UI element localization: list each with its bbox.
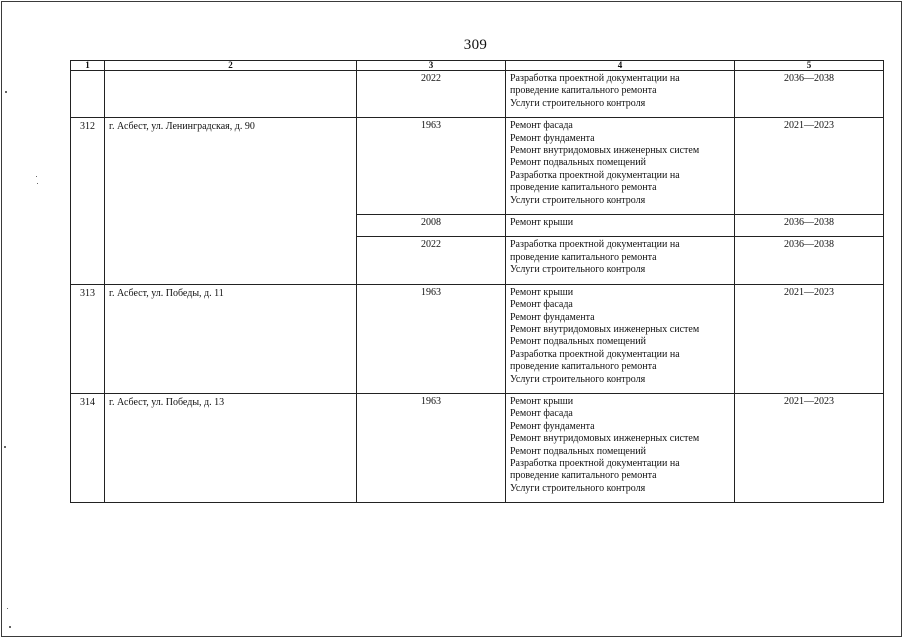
work-item: Ремонт крыши: [510, 286, 574, 298]
table-row: [71, 393, 884, 502]
table-row: [71, 284, 884, 393]
repair-table: [70, 60, 884, 503]
construction-year: 1963: [357, 393, 506, 502]
repair-period: 2021—2023: [735, 393, 884, 502]
repair-period: 2021—2023: [735, 284, 884, 393]
work-item: Ремонт подвальных помещений: [510, 336, 646, 348]
row-address: г. Асбест, ул. Победы, д. 13: [105, 393, 357, 502]
column-header: 5: [735, 61, 884, 71]
work-list: [506, 393, 735, 502]
work-item: Ремонт фундамента: [510, 132, 595, 144]
row-number: 313: [71, 284, 105, 393]
scan-speck: [36, 176, 37, 177]
work-item: Ремонт крыши: [510, 395, 574, 407]
construction-year: 2022: [357, 237, 506, 284]
column-header: 1: [71, 61, 105, 71]
table-row: [71, 118, 884, 215]
work-item: Ремонт фундамента: [510, 420, 595, 432]
header-row: [71, 61, 884, 71]
construction-year: 1963: [357, 118, 506, 215]
work-item: Разработка проектной документации на: [510, 348, 680, 360]
row-address: [105, 71, 357, 118]
work-item: проведение капитального ремонта: [510, 251, 657, 263]
work-item: Услуги строительного контроля: [510, 373, 646, 385]
row-address: г. Асбест, ул. Победы, д. 11: [105, 284, 357, 393]
work-item: Услуги строительного контроля: [510, 194, 646, 206]
work-list: [506, 284, 735, 393]
work-item: проведение капитального ремонта: [510, 470, 657, 482]
work-item: Услуги строительного контроля: [510, 482, 646, 494]
row-number: 314: [71, 393, 105, 502]
construction-year: 2008: [357, 215, 506, 237]
work-item: Разработка проектной документации на: [510, 457, 680, 469]
row-number: [71, 71, 105, 118]
work-item: Разработка проектной документации на: [510, 239, 680, 251]
scan-speck: [9, 626, 11, 628]
column-header: 2: [105, 61, 357, 71]
work-list: [506, 237, 735, 284]
work-item: Разработка проектной документации на: [510, 73, 680, 84]
column-header: 4: [506, 61, 735, 71]
table-body: [71, 71, 884, 503]
repair-period: 2036—2038: [735, 215, 884, 237]
work-item: Ремонт фасада: [510, 120, 573, 132]
work-item: проведение капитального ремонта: [510, 361, 657, 373]
work-item: Ремонт фундамента: [510, 311, 595, 323]
work-item: Услуги строительного контроля: [510, 97, 646, 109]
work-item: Ремонт внутридомовых инженерных систем: [510, 433, 700, 445]
column-header: 3: [357, 61, 506, 71]
scan-speck: [5, 91, 7, 93]
construction-year: 1963: [357, 284, 506, 393]
row-number: 312: [71, 118, 105, 284]
work-item: Ремонт подвальных помещений: [510, 445, 646, 457]
work-item: Ремонт фасада: [510, 408, 573, 420]
page-number: 309: [463, 37, 488, 53]
work-item: Ремонт внутридомовых инженерных систем: [510, 145, 700, 157]
work-list: [506, 215, 735, 237]
work-item: проведение капитального ремонта: [510, 85, 657, 97]
work-item: Ремонт подвальных помещений: [510, 157, 646, 169]
repair-period: 2021—2023: [735, 118, 884, 215]
table-row: [71, 71, 884, 118]
repair-period: 2036—2038: [735, 237, 884, 284]
work-item: проведение капитального ремонта: [510, 182, 657, 194]
work-item: Ремонт внутридомовых инженерных систем: [510, 323, 700, 335]
scan-speck: [7, 608, 8, 609]
work-item: Ремонт крыши: [510, 217, 574, 229]
work-item: Разработка проектной документации на: [510, 169, 680, 181]
work-list: [506, 71, 735, 118]
scan-speck: [4, 446, 6, 448]
work-item: Услуги строительного контроля: [510, 264, 646, 276]
row-address: г. Асбест, ул. Ленинградская, д. 90: [105, 118, 357, 284]
construction-year: 2022: [357, 71, 506, 118]
repair-period: 2036—2038: [735, 71, 884, 118]
work-item: Ремонт фасада: [510, 299, 573, 311]
work-list: [506, 118, 735, 215]
scan-speck: [37, 183, 38, 184]
